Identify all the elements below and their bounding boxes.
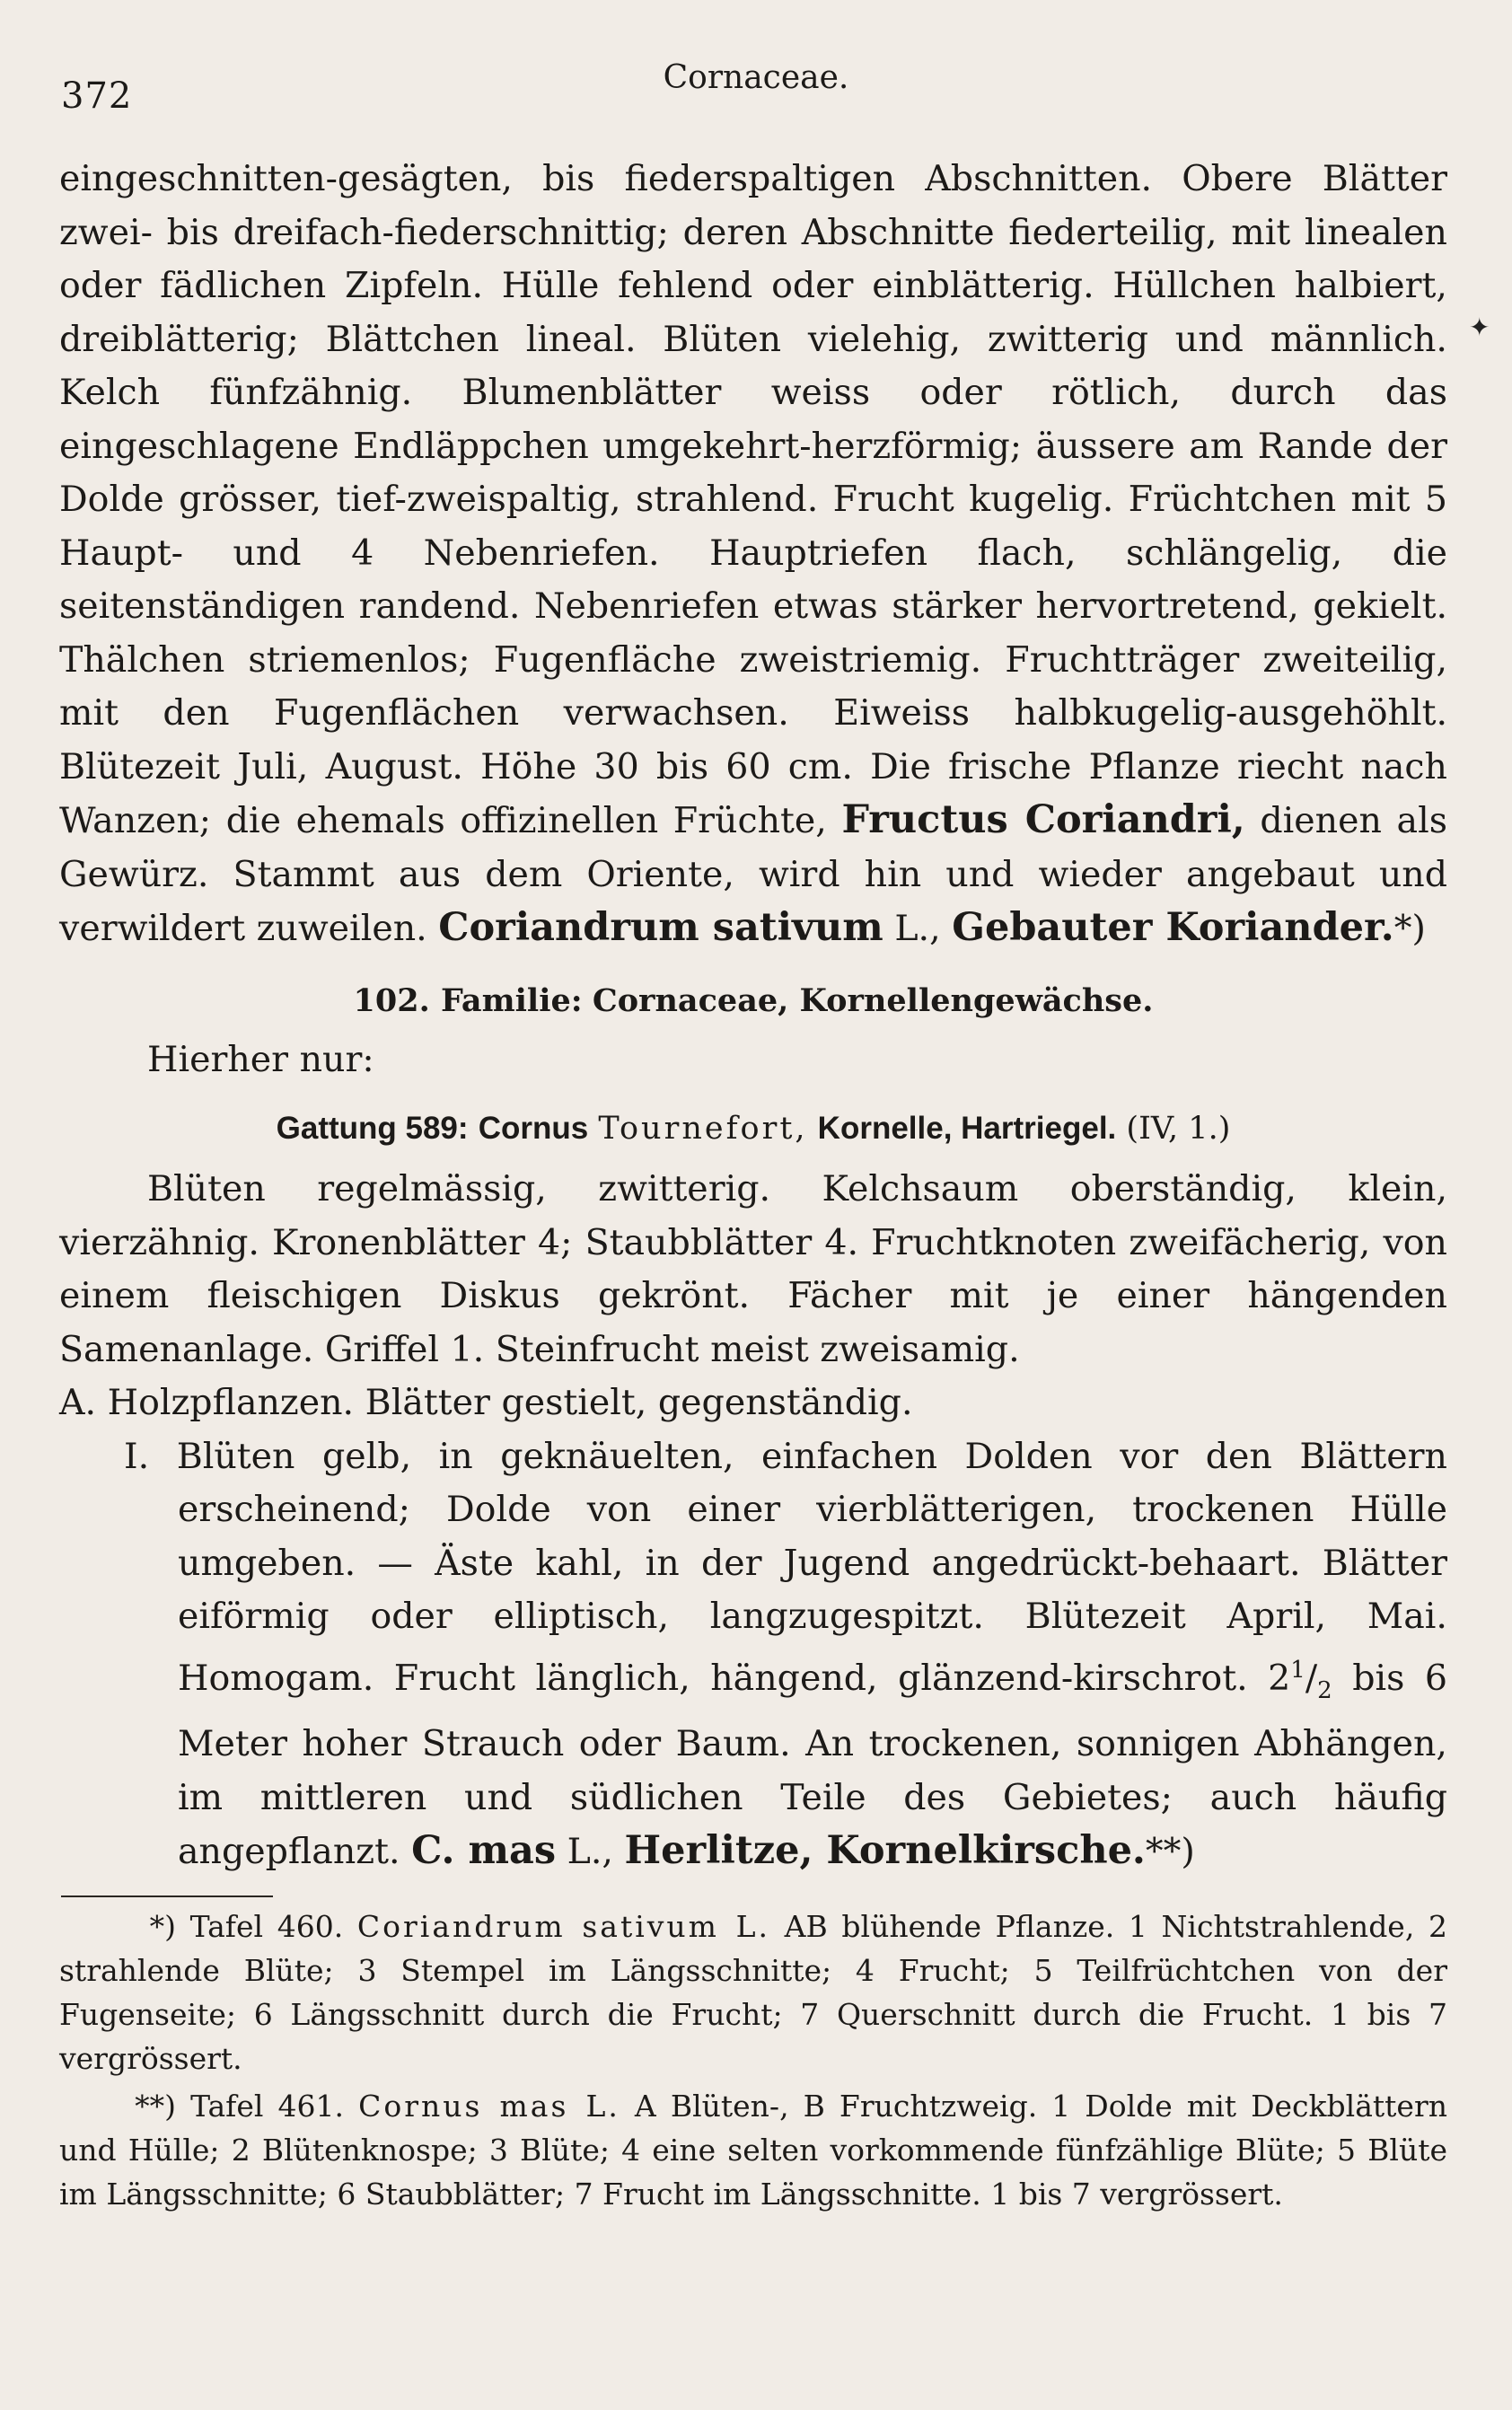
height-fraction: $2^1/_2$ <box>1268 1656 1332 1704</box>
footnote-2-text: A Blüten-, B Fruchtzweig. 1 Dolde mit Deckblättern und Hülle; 2 Blütenknospe; 3 Blüte; 4 eine selten vorkommende fünfzählige Blüte; 5 Blüte im Längsschnitte; 6 Staubblätter; 7 Frucht im Längsschnitte. 1 bis 7 vergrössert. <box>59 2088 1447 2212</box>
genus-label: Gattung 589: <box>276 1110 469 1146</box>
species-name: Coriandrum sativum <box>438 905 883 950</box>
footnote-rule <box>61 1895 273 1897</box>
running-title: Cornaceae. <box>663 59 849 96</box>
footnote-1-species: Coriandrum sativum L. <box>356 1908 771 1944</box>
footnote-1 <box>59 1904 1447 2080</box>
genus-common-name: Kornelle, Hartriegel. <box>817 1110 1117 1146</box>
coriander-text-2: dienen als Gewürz. Stammt aus dem Oriente, wird hin und wieder angebaut und verwildert zuweilen. <box>59 800 1448 949</box>
footnote-ref-1: *) <box>1393 908 1426 949</box>
margin-mark-icon: ✦ <box>1469 312 1490 342</box>
key-i-label: I. <box>124 1435 150 1477</box>
genus-author: Tournefort, <box>598 1110 808 1147</box>
footnote-2-species: Cornus mas L. <box>358 2088 620 2124</box>
footnote-2-plate: Tafel 461. <box>190 2088 345 2124</box>
cornus-common-name: Herlitze, Kornelkirsche. <box>624 1828 1146 1874</box>
species-author: L., <box>894 908 941 949</box>
key-i <box>59 1430 1447 1879</box>
footnote-ref-2: **) <box>1145 1831 1195 1873</box>
genus-heading <box>59 1102 1447 1157</box>
page-number: 372 <box>61 75 133 117</box>
hierher-line: Hierher nur: <box>147 1039 374 1080</box>
coriander-text: eingeschnitten-gesägten, bis fiederspaltigen Abschnitten. Obere Blätter zwei- bis dreifach-fiederschnittig; deren Abschnitte fiederteilig, mit linealen oder fädlichen Zipfeln. Hülle fehlend oder einblätterig. Hüllchen halbiert, dreiblätterig; Blättchen lineal. Blüten vielehig, zwitterig und männlich. Kelch fünfzähnig. Blumenblätter weiss oder rötlich, durch das eingeschlagene Endläppchen umgekehrt-herzförmig; äussere am Rande der Dolde grösser, tief-zweispaltig, strahlend. Frucht kugelig. Früchtchen mit 5 Haupt- und 4 Nebenriefen. Hauptriefen flach, schlängelig, die seitenständigen randend. Nebenriefen etwas stärker hervortretend, gekielt. Thälchen striemenlos; Fugenfläche zweistriemig. Fruchtträger zweiteilig, mit den Fugenflächen verwachsen. Eiweiss halbkugelig-ausgehöhlt. Blütezeit Juli, August. Höhe 30 bis 60 cm. Die frische Pflanze riecht nach Wanzen; die ehemals offizinellen Früchte, <box>59 158 1447 841</box>
genus-description: Blüten regelmässig, zwitterig. Kelchsaum oberständig, klein, vierzähnig. Kronenblätter 4; Staubblätter 4. Fruchtknoten zweifächerig, von einem fleischigen Diskus gekrönt. Fächer mit je einer hängenden Samenanlage. Griffel 1. Steinfrucht meist zweisamig. <box>59 1168 1447 1370</box>
footnote-1-text: AB blühende Pflanze. 1 Nichtstrahlende, 2 strahlende Blüte; 3 Stempel im Längsschnitte; 4 Frucht; 5 Teilfrüchtchen von der Fugenseite; 6 Längsschnitt durch die Frucht; 7 Querschnitt durch die Frucht. 1 bis 7 vergrössert. <box>59 1908 1447 2076</box>
genus-name: Cornus <box>478 1110 589 1146</box>
family-name: Cornaceae, Kornellengewächse. <box>592 981 1154 1019</box>
species-common-name: Gebauter Koriander. <box>952 905 1394 950</box>
body-text <box>59 153 1447 2216</box>
fructus-coriandri: Fructus Coriandri, <box>841 797 1245 842</box>
key-a: A. Holzpflanzen. Blätter gestielt, gegenständig. <box>59 1382 913 1423</box>
coriander-paragraph <box>59 153 1447 956</box>
footnote-1-plate: Tafel 460. <box>189 1908 344 1944</box>
cornus-author: L., <box>567 1831 613 1873</box>
footnote-2 <box>59 2084 1447 2216</box>
footnote-2-mark: **) <box>135 2088 176 2124</box>
family-heading <box>59 974 1447 1029</box>
key-i-text: Blüten gelb, in geknäuelten, einfachen Dolden vor den Blättern erscheinend; Dolde von einer vierblätterigen, trockenen Hülle umgeben. — Äste kahl, in der Jugend angedrückt-behaart. Blätter eiförmig oder elliptisch, langzugespitzt. Blütezeit April, Mai. Homogam. Frucht länglich, hängend, glänzend-kirschrot. <box>176 1435 1447 1699</box>
footnote-1-mark: *) <box>149 1908 176 1944</box>
cornus-species: C. mas <box>411 1828 557 1874</box>
key-i-text-2: bis 6 Meter hoher Strauch oder Baum. An trockenen, sonnigen Abhängen, im mittleren und südlichen Teile des Gebietes; auch häufig angepflanzt. <box>178 1657 1447 1873</box>
family-number: 102. Familie: <box>353 981 583 1019</box>
genus-reference: (IV, 1.) <box>1126 1110 1231 1147</box>
